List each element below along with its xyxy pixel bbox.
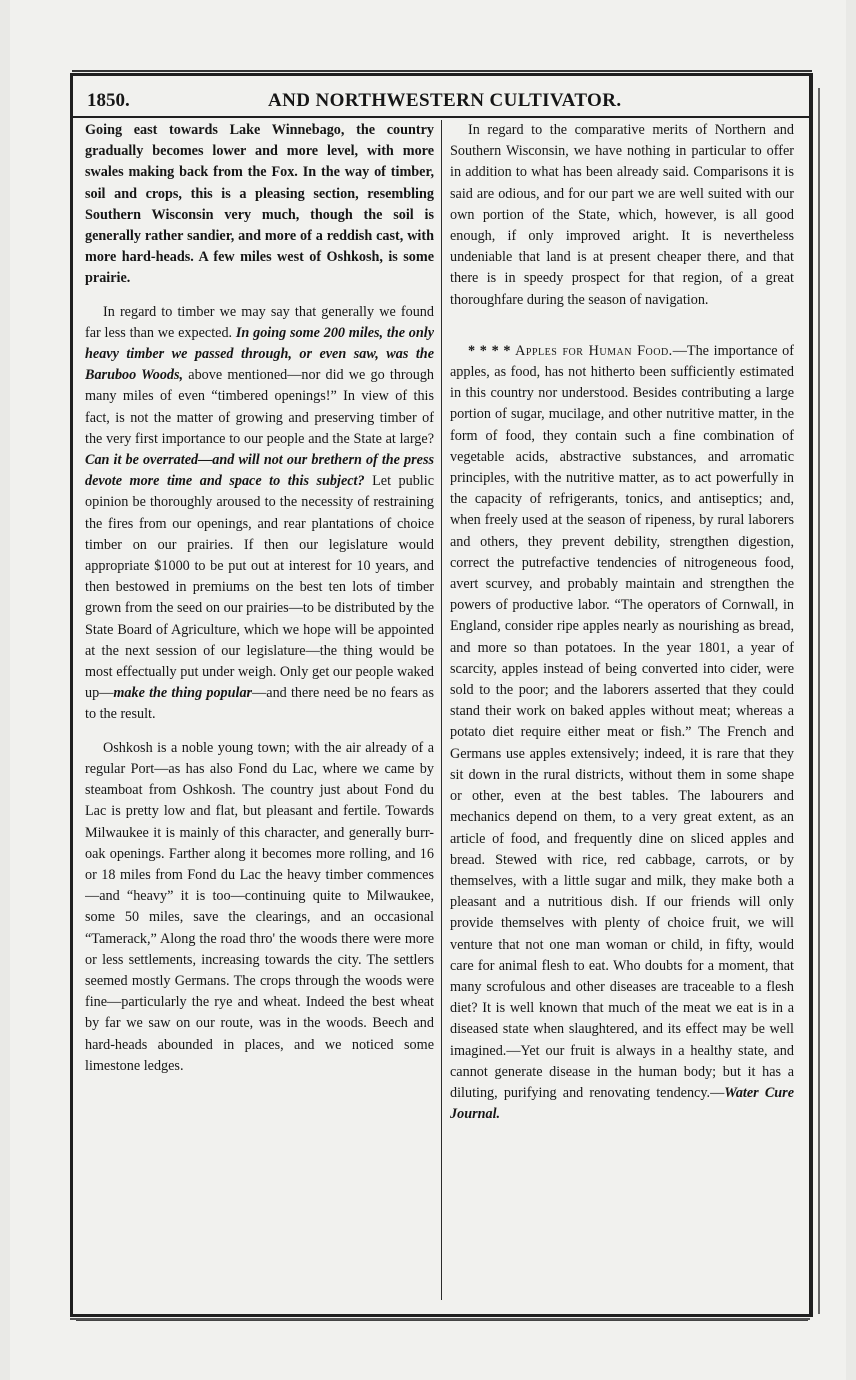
bottom-rule [70, 1318, 810, 1320]
text-run: above mentioned—nor did we go through many miles of even “timbered openings!” In view of this fact, is not the matter of growing and preserving timber of the very first importance to our people and the State at large? [85, 367, 434, 447]
right-column [450, 120, 794, 1304]
page-frame [70, 73, 813, 1317]
header-year: 1850. [87, 90, 130, 111]
text-run: —and there need be no fears as to the result. [85, 685, 434, 723]
italic-run: make the thing popular [113, 685, 253, 702]
column-divider [441, 120, 442, 1300]
article-paragraph: Oshkosh is a noble young town; with the air already of a regular Port—as has also Fond du Lac, where we came by steamboat from Oshkosh. The country just about Fond du Lac is pretty low and flat, but pleasant and fertile. Towards Milwaukee it is mainly of this character, and generally burr-oak openings. Farther along it becomes more rolling, and 16 or 18 miles from Fond du Lac the heavy timber commences—and “heavy” it is too—continuing quite to Milwaukee, some 50 miles, save the clearings, and an occasional “Tamerack,” Along the road thro' the woods there were more or less settlements, increasing towards the city. The settlers seemed mostly Germans. The crops through the woods were fine—particularly the rye and wheat. Indeed the best wheat by far we saw on our route, was in the woods. Beech and hard-heads abounded in places, and we noticed some limestone ledges. [85, 739, 434, 1074]
text-run: Let public opinion be thoroughly aroused to the necessity of restraining the fires from our openings, and rear plantations of choice timber on our prairies. If then our legislature would appropriate $1000 to be put out at interest for 10 years, and then bestowed in premiums on the best ten lots of timber grown from the seed on our prairies—to be distributed by the State Board of Agriculture, which we hope will be appointed at the next session of our legislature—the thing would be most effectually put under weigh. Only get our people waked up— [85, 473, 434, 702]
stars-separator: * * * * [468, 342, 511, 359]
text-run: —The importance of apples, as food, has not hitherto been sufficiently estimated in this country nor understood. Besides contributing a large portion of sugar, mucilage, and other nutritive matter, in the form of food, they contain such a fine combination of vegetable acids, abstractive substances, and arromatic principles, with the nutritive matter, as to act powerfully in the capacity of refrigerants, tonics, and antiseptics; and, when freely used at the season of ripeness, by rural laborers and others, they prevent debility, strengthen digestion, correct the putrefactive tendencies of nitrogeneous food, avert scurvey, and probably maintain and strengthen the powers of productive labor. “The operators of Cornwall, in England, consider ripe apples nearly as nourishing as bread, and more so than potatoes. In the year 1801, a year of scarcity, apples instead of being converted into cider, were sold to the poor; and the laborers asserted that they could stand their work on baked apples without meat; whereas a potato diet require either meat or fish.” The French and Germans use apples extensively; indeed, it is rare that they sit down in the rural districts, without them in some shape or other, even at the best tables. The labourers and mechanics depend on them, to a very great extent, as an article of food, and frequently dine on sliced apples and bread. Stewed with rice, red cabbage, carrots, or by themselves, with a little sugar and milk, they make both a pleasant and a nutritious dish. If our friends will only provide themselves with plenty of choice fruit, we will venture that not one man woman or child, in fifty, would care for animal flesh to eat. Who doubts for a moment, that many scrofulous and other diseases are traceable to a flesh diet? It is well known that much of the meat we eat is in a diseased state when slaughtered, and its effect may be well imagined.—Yet our fruit is always in a healthy state, and cannot generate disease in the human body; but it has a diluting, purifying and renovating tendency.— [450, 342, 794, 1101]
left-column [85, 120, 434, 1304]
article-paragraph [85, 302, 434, 726]
frame-inner-rule [818, 88, 820, 1314]
article-heading: Apples for Human Food. [515, 342, 673, 359]
italic-run: Can it be overrated—and will not our brethern of the press devote more time and space to this subject? [85, 452, 434, 490]
article-paragraph: In regard to the comparative merits of Northern and Southern Wisconsin, we have nothing in particular to offer in addition to what has been already said. Comparisons it is said are odious, and for our part we are well suited with our own portion of the State, which, however, is all good enough, if only improved aright. It is nevertheless undeniable that land is at present cheaper there, and that there is in speedy prospect for that region, of a great thoroughfare during the season of navigation. [450, 122, 794, 308]
newspaper-page [10, 0, 846, 1380]
article-paragraph: Going east towards Lake Winnebago, the country gradually becomes lower and more level, with more swales making back from the Fox. In the way of timber, soil and crops, this is a pleasing section, resembling Southern Wisconsin very much, though the soil is generally rather sandier, and more of a reddish cast, with more hard-heads. A few miles west of Oshkosh, is some prairie. [85, 122, 434, 287]
page-header [73, 88, 809, 118]
article-paragraph [450, 341, 794, 1126]
source-credit: Water Cure Journal. [450, 1084, 794, 1123]
text-run: In regard to timber we may say that generally we found far less than we expected. [85, 303, 434, 341]
italic-run: In going some 200 miles, the only heavy timber we passed through, or even saw, was the Baruboo Woods, [85, 324, 434, 384]
header-title: AND NORTHWESTERN CULTIVATOR. [268, 90, 622, 111]
